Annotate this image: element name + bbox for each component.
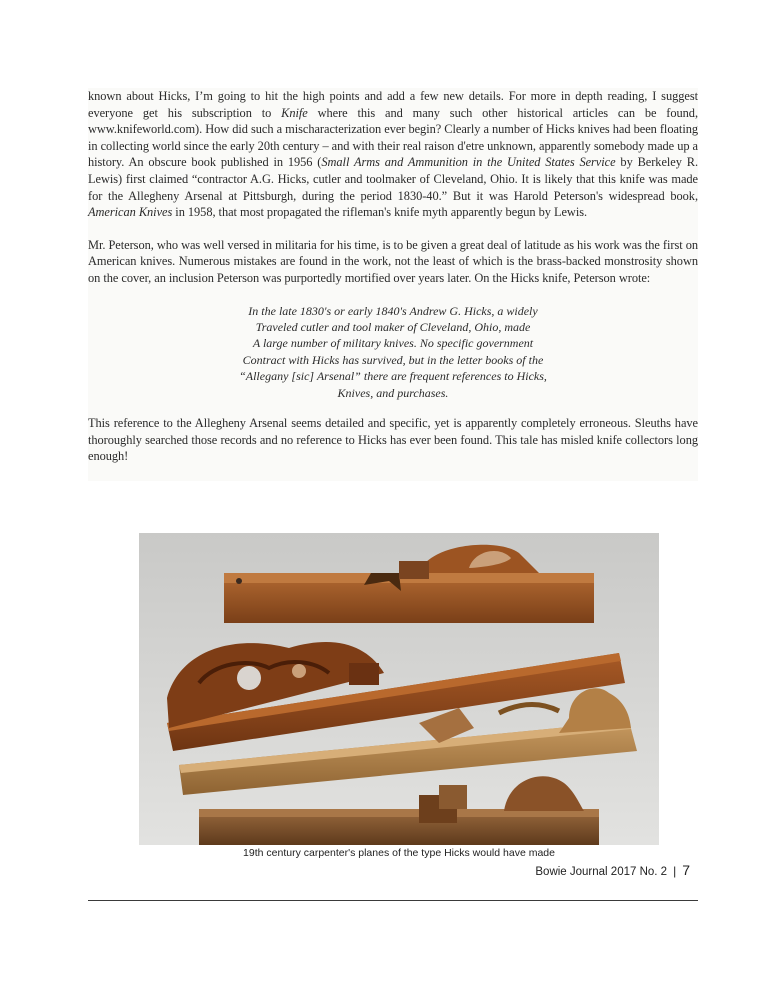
paragraph-3: This reference to the Allegheny Arsenal seems detailed and specific, yet is apparently completely erroneous. Sleuths have thoroughly searched those records and no reference to Hicks has ever been found. This tale has misled knife collectors long enough! (88, 415, 698, 464)
text-run: known about Hicks, I’m going to hit the high points and add a few new details. For more in depth reading, I suggest everyone get his subscription to (88, 89, 698, 120)
quote-line: A large number of military knives. No specific government (252, 336, 534, 351)
italic-run: Small Arms and Ammunition in the United States Service (321, 155, 616, 170)
italic-run: American Knives (88, 205, 173, 220)
italic-run: Knife (281, 105, 308, 120)
quote-line: Knives, and purchases. (337, 385, 449, 400)
text-run: in 1958, that most propagated the rifleman's knife myth apparently begun by Lewis. (172, 205, 588, 220)
paragraph-1 (88, 88, 698, 221)
quote-line: Contract with Hicks has survived, but in the letter books of the (242, 352, 544, 367)
text-run: Mr. Peterson, who was well versed in militaria for his time, is to be given a great deal of latitude as his work was the first on American knives. Numerous mistakes are found in the work, not the least of which is the brass-backed monstrosity shown on the cover, an inclusion Peterson was purportedly mortified over years later. On the Hicks knife, Peterson wrote: (88, 237, 698, 285)
journal-title: Bowie Journal 2017 No. 2 (535, 866, 668, 878)
page-footer (480, 862, 690, 878)
text-run: where this and many such other historical articles can be found, www.knifeworld.com). How did such a mischaracterization ever begin? Clearly a number of Hicks knives had been floating in collecting world since the early 20th century – and with their real raison d'etre unknown, apparently somebody made up a history. An obscure book published in 1956 ( (88, 105, 698, 170)
quote-line: In the late 1830's or early 1840's Andrew G. Hicks, a widely (248, 303, 538, 318)
article-body (88, 88, 698, 481)
planes-photo (139, 533, 659, 845)
peterson-quote (88, 303, 698, 401)
planes-illustration (139, 533, 659, 845)
text-run: by Berkeley R. Lewis) first claimed “contractor A.G. Hicks, cutler and toolmaker of Cleveland, Ohio. It is likely that this knife was made for the Allegheny Arsenal at Pittsburgh, during the period 1830-40.” But it was Harold Peterson's widespread book, (88, 155, 699, 203)
page-number: 7 (682, 862, 690, 878)
quote-line: “Allegany [sic] Arsenal” there are frequent references to Hicks, (239, 369, 547, 384)
quote-line: Traveled cutler and tool maker of Cleveland, Ohio, made (255, 319, 531, 334)
footer-separator: | (673, 864, 677, 878)
footer-rule (88, 900, 698, 901)
figure-caption: 19th century carpenter's planes of the type Hicks would have made (243, 847, 555, 859)
paragraph-2 (88, 237, 698, 287)
